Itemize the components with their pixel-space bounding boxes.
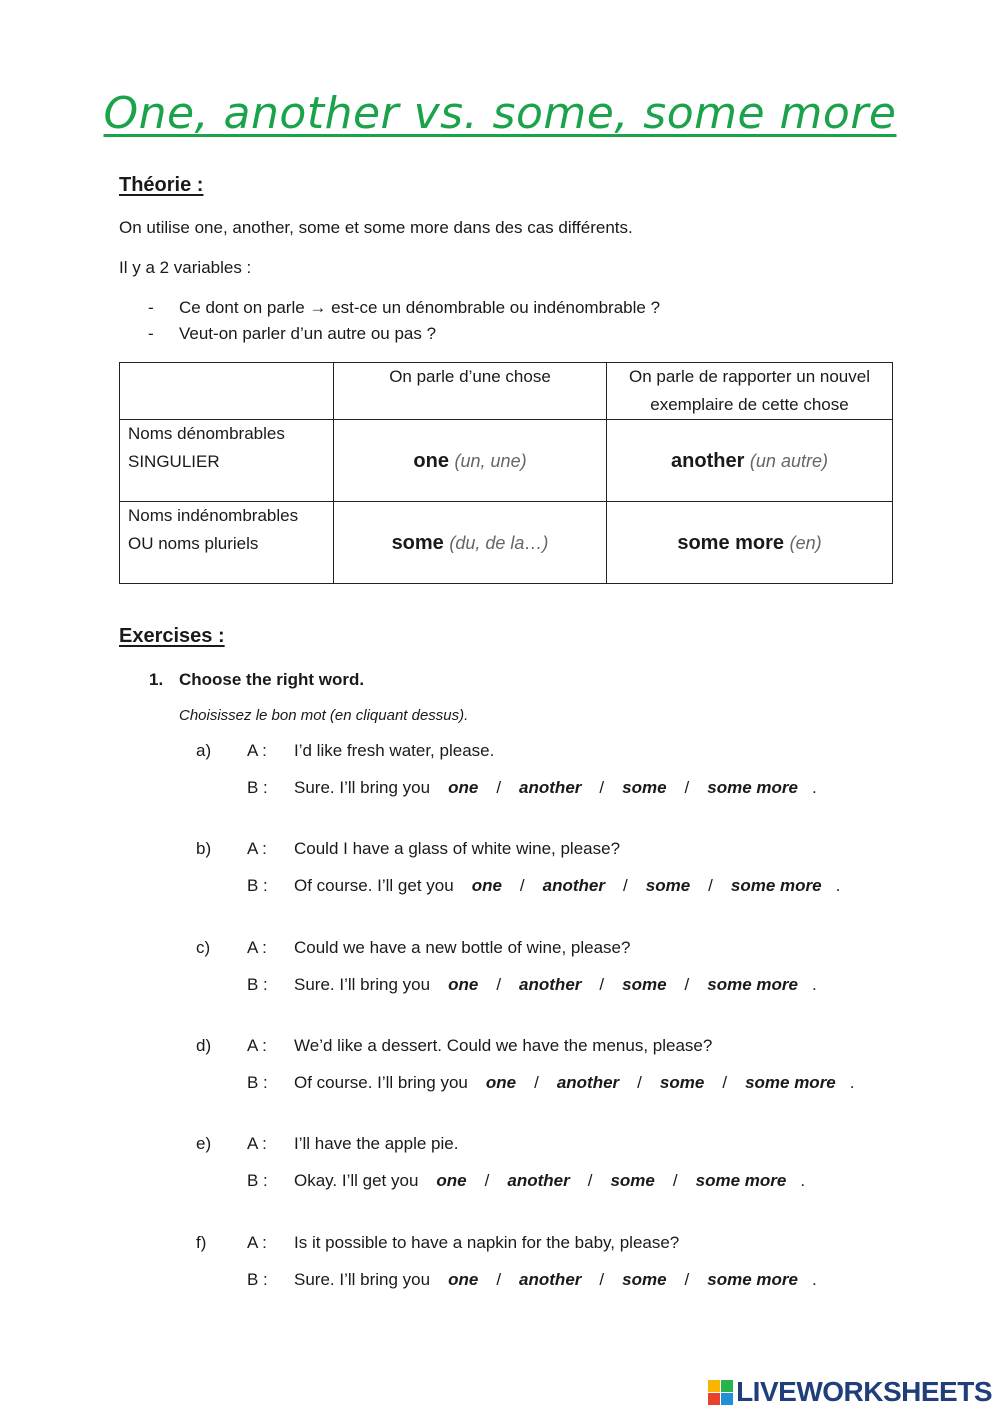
- theory-table: [119, 362, 893, 584]
- speaker-b-label: B :: [247, 876, 268, 895]
- speaker-a-label: A :: [247, 1233, 267, 1252]
- bullet-item: - Ce dont on parle → est-ce un dénombrable ou indénombrable ?: [148, 298, 661, 317]
- theory-heading: Théorie :: [119, 174, 204, 196]
- liveworksheets-logo: [708, 1376, 992, 1408]
- choice-some[interactable]: some: [659, 1073, 705, 1092]
- choice-some-more[interactable]: some more: [707, 778, 798, 797]
- theory-intro: On utilise one, another, some et some more dans des cas différents.: [119, 218, 633, 237]
- choice-separator: /: [637, 1073, 642, 1092]
- cell-word: some more: [677, 531, 785, 554]
- speaker-b-text: Sure. I’ll bring you: [294, 1270, 431, 1289]
- cell-word: another: [671, 449, 745, 472]
- choice-some-more[interactable]: some more: [730, 876, 822, 895]
- choice-another[interactable]: another: [519, 975, 582, 994]
- cell-word: some: [391, 531, 444, 554]
- choice-one[interactable]: one: [436, 1171, 467, 1190]
- logo-text: LIVEWORKSHEETS: [736, 1376, 992, 1407]
- choice-some[interactable]: some: [622, 778, 667, 797]
- item-letter: c): [196, 938, 211, 957]
- exercise-instruction: [149, 670, 364, 690]
- speaker-b-text: Sure. I’ll bring you: [294, 975, 431, 994]
- row-label-line: OU noms pluriels: [128, 534, 259, 553]
- row-label-uncountable: [120, 502, 334, 584]
- choice-another[interactable]: another: [556, 1073, 620, 1092]
- cell-some: [334, 502, 607, 584]
- cell-word: one: [413, 449, 449, 472]
- speaker-b-line: [294, 876, 840, 896]
- sentence-end: .: [849, 1073, 855, 1092]
- bullet-item: - Veut-on parler d’un autre ou pas ?: [148, 324, 437, 343]
- word-choices: [436, 1171, 805, 1190]
- choice-another[interactable]: another: [507, 1171, 570, 1190]
- row-label-countable: [120, 420, 334, 502]
- choice-separator: /: [623, 876, 628, 895]
- sentence-end: .: [835, 876, 841, 895]
- table-header-empty: [120, 363, 334, 420]
- speaker-b-line: [294, 1073, 855, 1093]
- choice-one[interactable]: one: [448, 1270, 479, 1289]
- speaker-a-line: Could I have a glass of white wine, please?: [294, 839, 621, 858]
- speaker-b-line: [294, 778, 817, 798]
- choice-another[interactable]: another: [542, 876, 605, 895]
- choice-some[interactable]: some: [622, 1270, 667, 1289]
- cell-one: [334, 420, 607, 502]
- variables-label: Il y a 2 variables :: [119, 258, 252, 277]
- bullet-text: Ce dont on parle → est-ce un dénombrable ou indénombrable ?: [179, 298, 661, 317]
- speaker-b-text: Of course. I’ll bring you: [294, 1073, 468, 1092]
- item-letter: f): [196, 1233, 207, 1252]
- speaker-b-line: [294, 1171, 805, 1191]
- choice-separator: /: [708, 876, 713, 895]
- word-choices: [472, 876, 841, 895]
- table-header-new-copy: On parle de rapporter un nouvel exemplaire de cette chose: [607, 363, 893, 420]
- speaker-b-text: Sure. I’ll bring you: [294, 778, 431, 797]
- choice-one[interactable]: one: [485, 1073, 517, 1092]
- choice-separator: /: [496, 1270, 502, 1289]
- speaker-b-line: [294, 975, 817, 995]
- choice-some[interactable]: some: [610, 1171, 655, 1190]
- speaker-a-label: A :: [247, 839, 267, 858]
- choice-some[interactable]: some: [622, 975, 667, 994]
- logo-square: [721, 1393, 733, 1405]
- choice-separator: /: [722, 1073, 728, 1092]
- choice-separator: /: [484, 1171, 490, 1190]
- speaker-b-label: B :: [247, 1270, 268, 1289]
- word-choices: [486, 1073, 855, 1092]
- exercise-instruction-text: Choose the right word.: [179, 670, 365, 689]
- choice-some-more[interactable]: some more: [707, 975, 798, 994]
- choice-separator: /: [684, 975, 690, 994]
- logo-square: [708, 1393, 720, 1405]
- item-letter: b): [196, 839, 212, 858]
- choice-some-more[interactable]: some more: [695, 1171, 787, 1190]
- speaker-a-label: A :: [247, 938, 267, 957]
- choice-another[interactable]: another: [519, 778, 582, 797]
- speaker-b-text: Okay. I’ll get you: [294, 1171, 419, 1190]
- sentence-end: .: [811, 1270, 817, 1289]
- choice-one[interactable]: one: [448, 975, 479, 994]
- choice-separator: /: [599, 975, 605, 994]
- logo-icon: [708, 1380, 733, 1405]
- choice-one[interactable]: one: [471, 876, 502, 895]
- exercise-number: 1.: [149, 670, 164, 689]
- choice-separator: /: [496, 975, 502, 994]
- sentence-end: .: [811, 975, 817, 994]
- cell-another: [607, 420, 893, 502]
- speaker-a-line: I’d like fresh water, please.: [294, 741, 495, 760]
- choice-some[interactable]: some: [645, 876, 691, 895]
- sentence-end: .: [811, 778, 817, 797]
- logo-square: [708, 1380, 720, 1392]
- speaker-b-label: B :: [247, 1171, 268, 1190]
- choice-separator: /: [599, 778, 605, 797]
- speaker-b-line: [294, 1270, 817, 1290]
- speaker-a-label: A :: [247, 741, 267, 760]
- bullet-text: Veut-on parler d’un autre ou pas ?: [179, 324, 437, 343]
- choice-separator: /: [672, 1171, 678, 1190]
- speaker-b-text: Of course. I’ll get you: [294, 876, 454, 895]
- speaker-b-label: B :: [247, 975, 268, 994]
- cell-hint: (en): [789, 532, 822, 553]
- speaker-b-label: B :: [247, 1073, 268, 1092]
- item-letter: d): [196, 1036, 212, 1055]
- choice-separator: /: [684, 778, 690, 797]
- cell-hint: (un autre): [749, 450, 828, 471]
- speaker-a-label: A :: [247, 1134, 267, 1153]
- choice-separator: /: [599, 1270, 605, 1289]
- speaker-a-label: A :: [247, 1036, 267, 1055]
- cell-hint: (un, une): [454, 450, 527, 471]
- speaker-a-line: Is it possible to have a napkin for the baby, please?: [294, 1233, 680, 1252]
- speaker-a-line: Could we have a new bottle of wine, please?: [294, 938, 631, 957]
- page-title: One, another vs. some, some more: [103, 88, 897, 139]
- choice-separator: /: [534, 1073, 539, 1092]
- choice-separator: /: [519, 876, 525, 895]
- row-label-line: Noms dénombrables: [128, 424, 285, 443]
- word-choices: [448, 1270, 817, 1289]
- choice-separator: /: [496, 778, 502, 797]
- word-choices: [448, 778, 817, 797]
- sentence-end: .: [800, 1171, 806, 1190]
- choice-one[interactable]: one: [448, 778, 479, 797]
- exercise-sub-instruction: Choisissez le bon mot (en cliquant dessus).: [179, 707, 469, 724]
- exercises-heading: Exercises :: [119, 625, 225, 647]
- choice-some-more[interactable]: some more: [745, 1073, 836, 1092]
- choice-separator: /: [684, 1270, 690, 1289]
- cell-some-more: [607, 502, 893, 584]
- speaker-b-label: B :: [247, 778, 268, 797]
- choice-another[interactable]: another: [519, 1270, 582, 1289]
- row-label-line: SINGULIER: [128, 452, 220, 471]
- word-choices: [448, 975, 817, 994]
- item-letter: e): [196, 1134, 212, 1153]
- speaker-a-line: I’ll have the apple pie.: [294, 1134, 459, 1153]
- row-label-line: Noms indénombrables: [128, 506, 299, 525]
- choice-some-more[interactable]: some more: [707, 1270, 798, 1289]
- speaker-a-line: We’d like a dessert. Could we have the menus, please?: [294, 1036, 713, 1055]
- logo-square: [721, 1380, 733, 1392]
- cell-hint: (du, de la…): [449, 532, 549, 553]
- choice-separator: /: [587, 1171, 593, 1190]
- item-letter: a): [196, 741, 212, 760]
- table-header-one-thing: On parle d’une chose: [334, 363, 607, 420]
